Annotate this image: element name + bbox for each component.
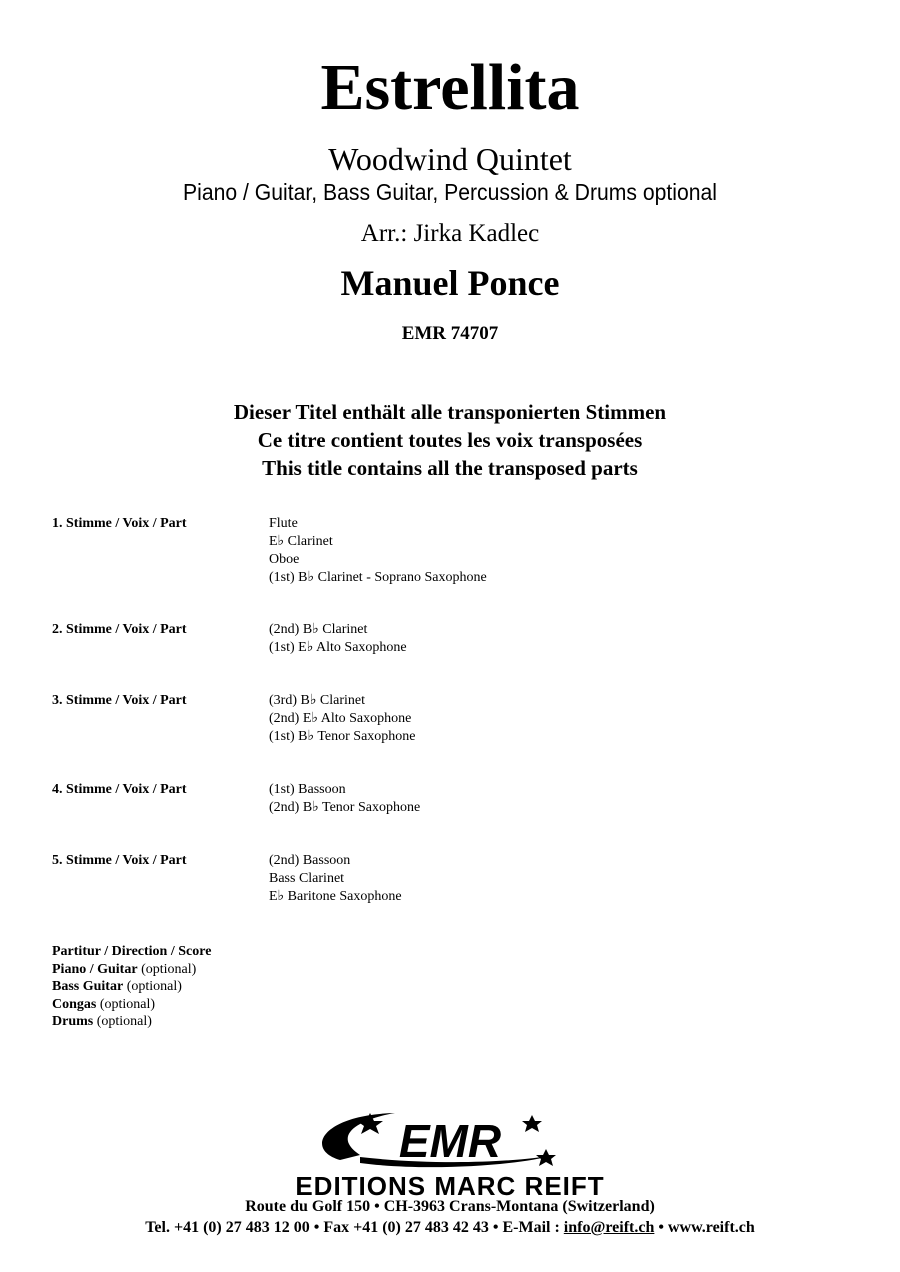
extra-note: (optional) xyxy=(126,979,182,994)
publisher-contact xyxy=(0,1218,900,1238)
extra-name: Partitur / Direction / Score xyxy=(52,944,212,959)
emr-logo xyxy=(300,1105,600,1175)
instrument-item: (2nd) Bassoon xyxy=(269,853,351,868)
extra-item xyxy=(52,1013,211,1031)
extra-item xyxy=(52,943,211,961)
instrument-item: Bass Clarinet xyxy=(269,871,345,886)
instrument-item: Oboe xyxy=(269,552,300,567)
extra-name: Drums xyxy=(52,1014,94,1029)
instrument-item: (1st) B♭ Tenor Saxophone xyxy=(269,729,416,744)
part-2-instruments xyxy=(269,621,407,657)
extra-item xyxy=(52,961,211,979)
extra-item xyxy=(52,978,211,996)
part-4-instruments xyxy=(269,781,420,817)
part-5-instruments xyxy=(269,852,402,906)
logo-text: EMR xyxy=(398,1115,502,1167)
instrument-item: (2nd) B♭ Clarinet xyxy=(269,622,368,637)
extra-note: (optional) xyxy=(96,1014,152,1029)
notice-french: Ce titre contient toutes les voix transposées xyxy=(257,428,643,452)
instrument-item: E♭ Clarinet xyxy=(269,534,333,549)
part-3-instruments xyxy=(269,692,416,746)
extra-name: Piano / Guitar xyxy=(52,961,138,977)
part-4-label: 4. Stimme / Voix / Part xyxy=(52,782,187,797)
part-3-label: 3. Stimme / Voix / Part xyxy=(52,693,187,708)
star-icon xyxy=(522,1115,542,1132)
instrument-item: (1st) E♭ Alto Saxophone xyxy=(269,640,407,655)
extra-note: (optional) xyxy=(141,961,197,977)
contact-suffix: • www.reift.ch xyxy=(654,1219,755,1236)
arranger: Arr.: Jirka Kadlec xyxy=(360,220,540,247)
instrumentation: Piano / Guitar, Bass Guitar, Percussion & Drums optional xyxy=(183,179,717,205)
notice-english: This title contains all the transposed parts xyxy=(262,456,638,480)
instrument-item: (3rd) B♭ Clarinet xyxy=(269,693,366,708)
page-title: Estrellita xyxy=(320,51,580,124)
instrument-item: E♭ Baritone Saxophone xyxy=(269,889,402,904)
publisher-name: EDITIONS MARC REIFT xyxy=(295,1171,605,1201)
composer: Manuel Ponce xyxy=(340,263,560,303)
extra-note: (optional) xyxy=(99,996,156,1012)
notice-german: Dieser Titel enthält alle transponierten Stimmen xyxy=(233,400,667,424)
part-5-label: 5. Stimme / Voix / Part xyxy=(52,853,187,868)
instrument-item: Flute xyxy=(269,516,298,531)
catalog-number: EMR 74707 xyxy=(401,323,499,344)
contact-prefix: Tel. +41 (0) 27 483 12 00 • Fax +41 (0) 27 483 42 43 • E-Mail : xyxy=(145,1219,564,1236)
instrument-item: (2nd) E♭ Alto Saxophone xyxy=(269,711,412,726)
extra-item xyxy=(52,996,211,1014)
instrument-item: (1st) Bassoon xyxy=(269,782,346,797)
part-1-instruments xyxy=(269,515,487,587)
publisher-address: Route du Golf 150 • CH-3963 Crans-Montana (Switzerland) xyxy=(245,1198,655,1215)
subtitle: Woodwind Quintet xyxy=(328,141,572,177)
part-2-label: 2. Stimme / Voix / Part xyxy=(52,622,187,637)
additional-parts xyxy=(52,943,211,1031)
part-1-label: 1. Stimme / Voix / Part xyxy=(52,516,187,531)
extra-name: Congas xyxy=(52,996,97,1012)
email-link[interactable]: info@reift.ch xyxy=(563,1219,655,1236)
instrument-item: (2nd) B♭ Tenor Saxophone xyxy=(269,800,421,815)
instrument-item: (1st) B♭ Clarinet - Soprano Saxophone xyxy=(269,570,487,585)
extra-name: Bass Guitar xyxy=(52,979,124,994)
